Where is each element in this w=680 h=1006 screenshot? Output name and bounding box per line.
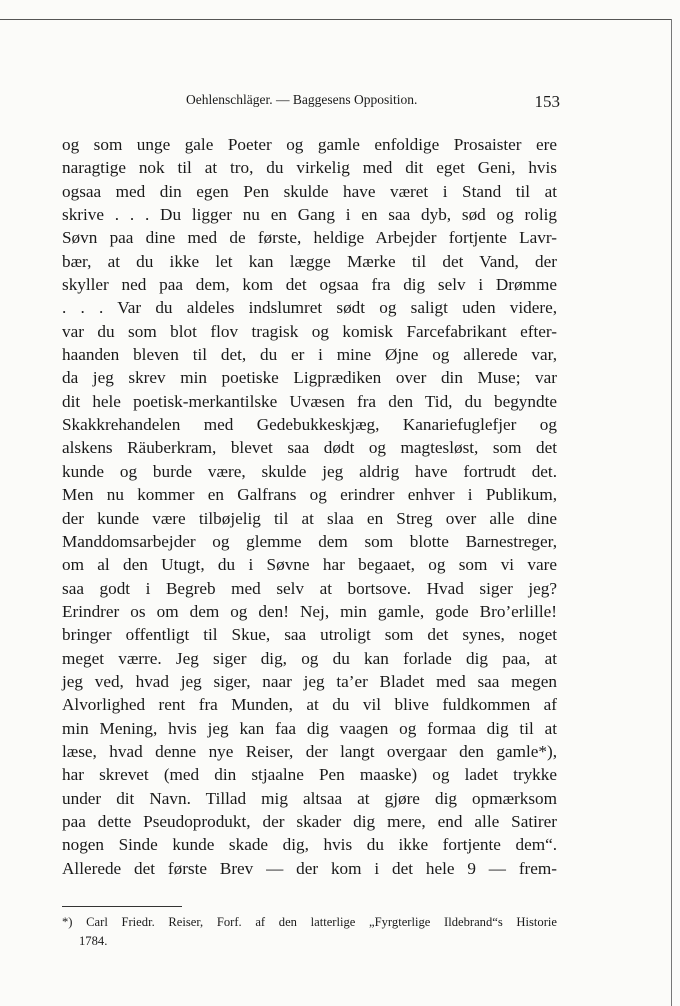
text-line: nogen Sinde kunde skade dig, hvis du ikke fortjente dem“. bbox=[62, 835, 557, 855]
text-line: under dit Navn. Tillad mig altsaa at gjøre dig opmærksom bbox=[62, 788, 557, 808]
text-line: haanden bleven til det, du er i mine Øjne og allerede var, bbox=[62, 345, 557, 365]
text-line: var du som blot flov tragisk og komisk Farcefabrikant efter- bbox=[62, 321, 557, 341]
text-line: meget værre. Jeg siger dig, og du kan forlade dig paa, at bbox=[62, 648, 557, 668]
text-line: skrive . . . Du ligger nu en Gang i en saa dyb, sød og rolig bbox=[62, 205, 557, 225]
text-line: har skrevet (med din stjaalne Pen maaske) og ladet trykke bbox=[62, 765, 557, 785]
text-line: da jeg skrev min poetiske Ligprædiken over din Muse; var bbox=[62, 368, 557, 388]
text-line: Men nu kommer en Galfrans og erindrer enhver i Publikum, bbox=[62, 485, 557, 505]
text-line: min Mening, hvis jeg kan faa dig vaagen og formaa dig til at bbox=[62, 718, 557, 738]
text-line: og som unge gale Poeter og gamle enfoldige Prosaister ere bbox=[62, 135, 557, 154]
text-line: bringer offentligt til Skue, saa utroligt som det synes, noget bbox=[62, 625, 557, 645]
running-head: Oehlenschläger. — Baggesens Opposition. bbox=[186, 92, 418, 107]
body-text bbox=[62, 133, 557, 880]
text-line: Søvn paa dine med de første, heldige Arbejder fortjente Lavr- bbox=[62, 228, 557, 248]
text-line: Skakkrehandelen med Gedebukkeskjæg, Kanariefuglefjer og bbox=[62, 415, 557, 435]
text-line: læse, hvad denne nye Reiser, der langt overgaar den gamle*), bbox=[62, 741, 557, 761]
text-line: paa dette Pseudoprodukt, der skader dig mere, end alle Satirer bbox=[62, 811, 557, 831]
text-line: skyller ned paa dem, kom det ogsaa fra dig selv i Drømme bbox=[62, 275, 557, 295]
text-line: ogsaa med din egen Pen skulde have været i Stand til at bbox=[62, 181, 557, 201]
text-line: Manddomsarbejder og glemme dem som blotte Barnestreger, bbox=[62, 531, 557, 551]
text-line: der kunde være tilbøjelig til at slaa en Streg over alle dine bbox=[62, 508, 557, 528]
right-border-rule bbox=[671, 19, 672, 1006]
text-line: . . . Var du aldeles indslumret sødt og saligt uden videre, bbox=[62, 298, 557, 318]
text-line: Alvorlighed rent fra Munden, at du vil blive fuldkommen af bbox=[62, 695, 557, 715]
page-header bbox=[62, 92, 560, 114]
text-line: kunde og burde være, skulde jeg aldrig have fortrudt det. bbox=[62, 461, 557, 481]
top-border-rule bbox=[0, 19, 672, 20]
footnote-line: 1784. bbox=[79, 934, 108, 948]
text-line: Allerede det første Brev — der kom i det hele 9 — frem- bbox=[62, 858, 557, 878]
footnote-rule bbox=[62, 906, 182, 907]
text-line: naragtige nok til at tro, du virkelig med dit eget Geni, hvis bbox=[62, 158, 557, 178]
footnote bbox=[62, 913, 557, 951]
text-line: bær, at du ikke let kan lægge Mærke til det Vand, der bbox=[62, 251, 557, 271]
text-line: dit hele poetisk-merkantilske Uvæsen fra den Tid, du begyndte bbox=[62, 391, 557, 411]
text-line: saa godt i Begreb med selv at bortsove. Hvad siger jeg? bbox=[62, 578, 557, 598]
footnote-line: *) Carl Friedr. Reiser, Forf. af den latterlige „Fyrgterlige Ildebrand“s Historie bbox=[62, 915, 557, 929]
text-line: alskens Räuberkram, blevet saa dødt og magtesløst, som det bbox=[62, 438, 557, 458]
text-line: Erindrer os om dem og den! Nej, min gamle, gode Bro’erlille! bbox=[62, 601, 557, 621]
text-line: jeg ved, hvad jeg siger, naar jeg ta’er Bladet med saa megen bbox=[62, 671, 557, 691]
text-line: om al den Utugt, du i Søvne har begaaet, og som vi vare bbox=[62, 555, 557, 575]
page-number: 153 bbox=[534, 92, 560, 111]
